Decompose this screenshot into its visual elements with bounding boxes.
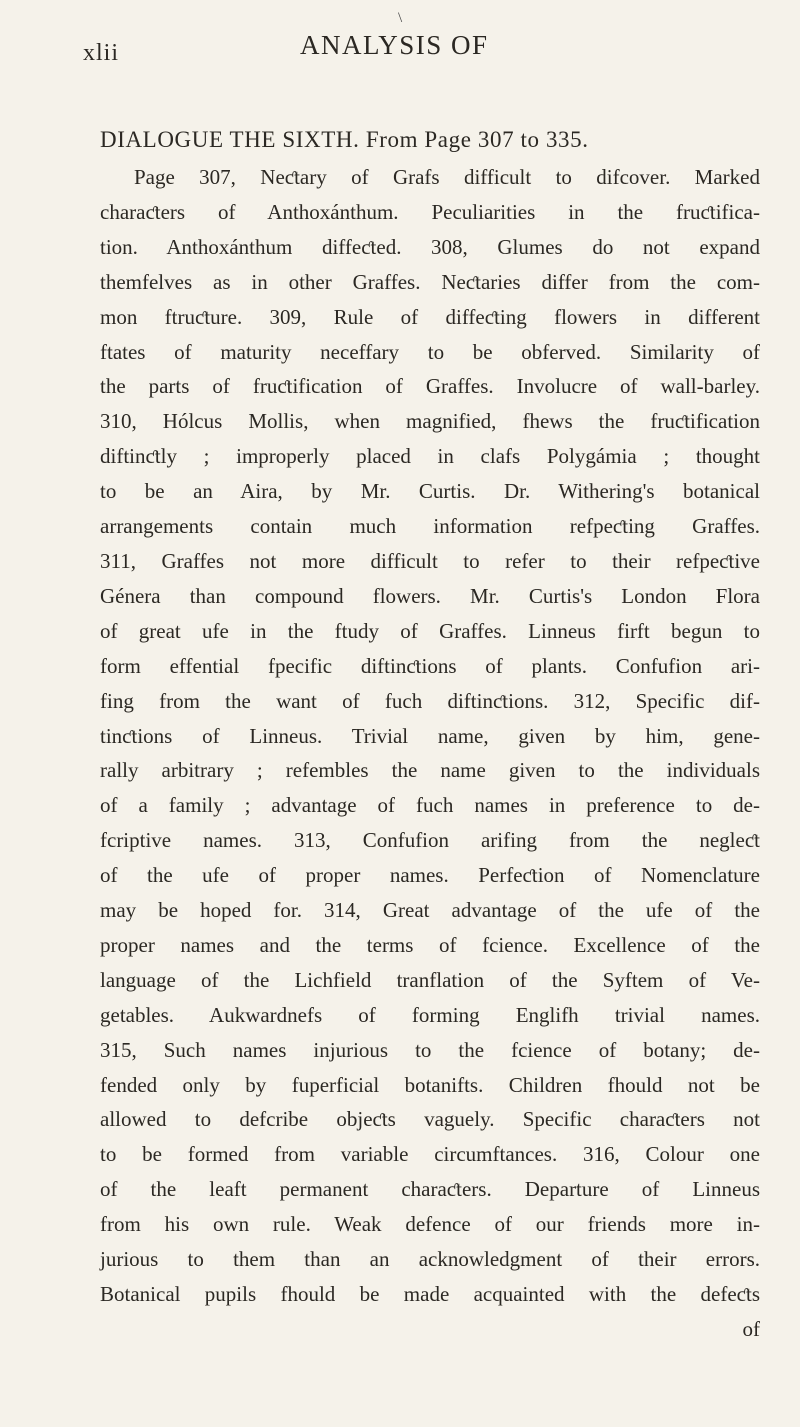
text-line: fcriptive names. 313, Confufion arifing from the negleƈt: [100, 828, 760, 853]
text-line: of the leaft permanent charaƈters. Departure of Linneus: [100, 1177, 760, 1202]
tick-mark: \: [398, 10, 403, 26]
text-line: fing from the want of fuch diftinƈtions. 312, Specific dif-: [100, 688, 760, 713]
text-line: charaƈters of Anthoxánthum. Peculiarities in the fruƈtifica-: [100, 199, 760, 224]
text-line: proper names and the terms of fcience. Excellence of the: [100, 932, 760, 957]
text-line: form effential fpecific diftinƈtions of plants. Confufion ari-: [100, 653, 760, 678]
text-line: themfelves as in other Graffes. Neƈtaries differ from the com-: [100, 269, 760, 294]
text-line: may be hoped for. 314, Great advantage of the ufe of the: [100, 898, 760, 923]
section-heading: DIALOGUE THE SIXTH. From Page 307 to 335.: [100, 127, 589, 152]
text-line: allowed to defcribe objeƈts vaguely. Specific charaƈters not: [100, 1107, 760, 1132]
catchword: of: [742, 1316, 760, 1341]
body-text: [100, 160, 760, 1312]
text-line: tinƈtions of Linneus. Trivial name, given by him, gene-: [100, 723, 760, 748]
text-line: the parts of fruƈtification of Graffes. Involucre of wall-barley.: [100, 374, 760, 399]
text-block: [100, 122, 760, 1347]
text-line: arrangements contain much information refpeƈting Graffes.: [100, 514, 760, 539]
running-head: ANALYSIS OF: [300, 30, 489, 60]
text-line: 311, Graffes not more difficult to refer to their refpeƈtive: [100, 548, 760, 573]
text-line: jurious to them than an acknowledgment of their errors.: [100, 1247, 760, 1272]
text-line: to be an Aira, by Mr. Curtis. Dr. Withering's botanical: [100, 479, 760, 504]
text-line: to be formed from variable circumftances. 316, Colour one: [100, 1142, 760, 1167]
text-line: from his own rule. Weak defence of our friends more in-: [100, 1212, 760, 1237]
text-line: Génera than compound flowers. Mr. Curtis's London Flora: [100, 583, 760, 608]
text-line: of a family ; advantage of fuch names in preference to de-: [100, 793, 760, 818]
text-line: tion. Anthoxánthum diffeƈted. 308, Glumes do not expand: [100, 234, 760, 259]
text-line: fended only by fuperficial botanifts. Children fhould not be: [100, 1072, 760, 1097]
text-line: getables. Aukwardnefs of forming Englifh trivial names.: [100, 1002, 760, 1027]
text-line: rally arbitrary ; refembles the name given to the individuals: [100, 758, 760, 783]
text-line: 315, Such names injurious to the fcience of botany; de-: [100, 1037, 760, 1062]
text-line: of the ufe of proper names. Perfeƈtion of Nomenclature: [100, 863, 760, 888]
text-line: ftates of maturity neceffary to be obferved. Similarity of: [100, 339, 760, 364]
text-line: mon ftruƈture. 309, Rule of diffeƈting flowers in different: [100, 304, 760, 329]
text-line: of great ufe in the ftudy of Graffes. Linneus firft begun to: [100, 618, 760, 643]
text-line: 310, Hólcus Mollis, when magnified, fhews the fruƈtification: [100, 409, 760, 434]
text-line: Botanical pupils fhould be made acquainted with the defeƈts: [100, 1282, 760, 1306]
text-line: Page 307, Neƈtary of Grafs difficult to difcover. Marked: [134, 165, 760, 189]
page-number: xlii: [83, 40, 120, 66]
text-line: diftinƈtly ; improperly placed in clafs Polygámia ; thought: [100, 444, 760, 469]
text-line: language of the Lichfield tranflation of the Syftem of Ve-: [100, 967, 760, 992]
